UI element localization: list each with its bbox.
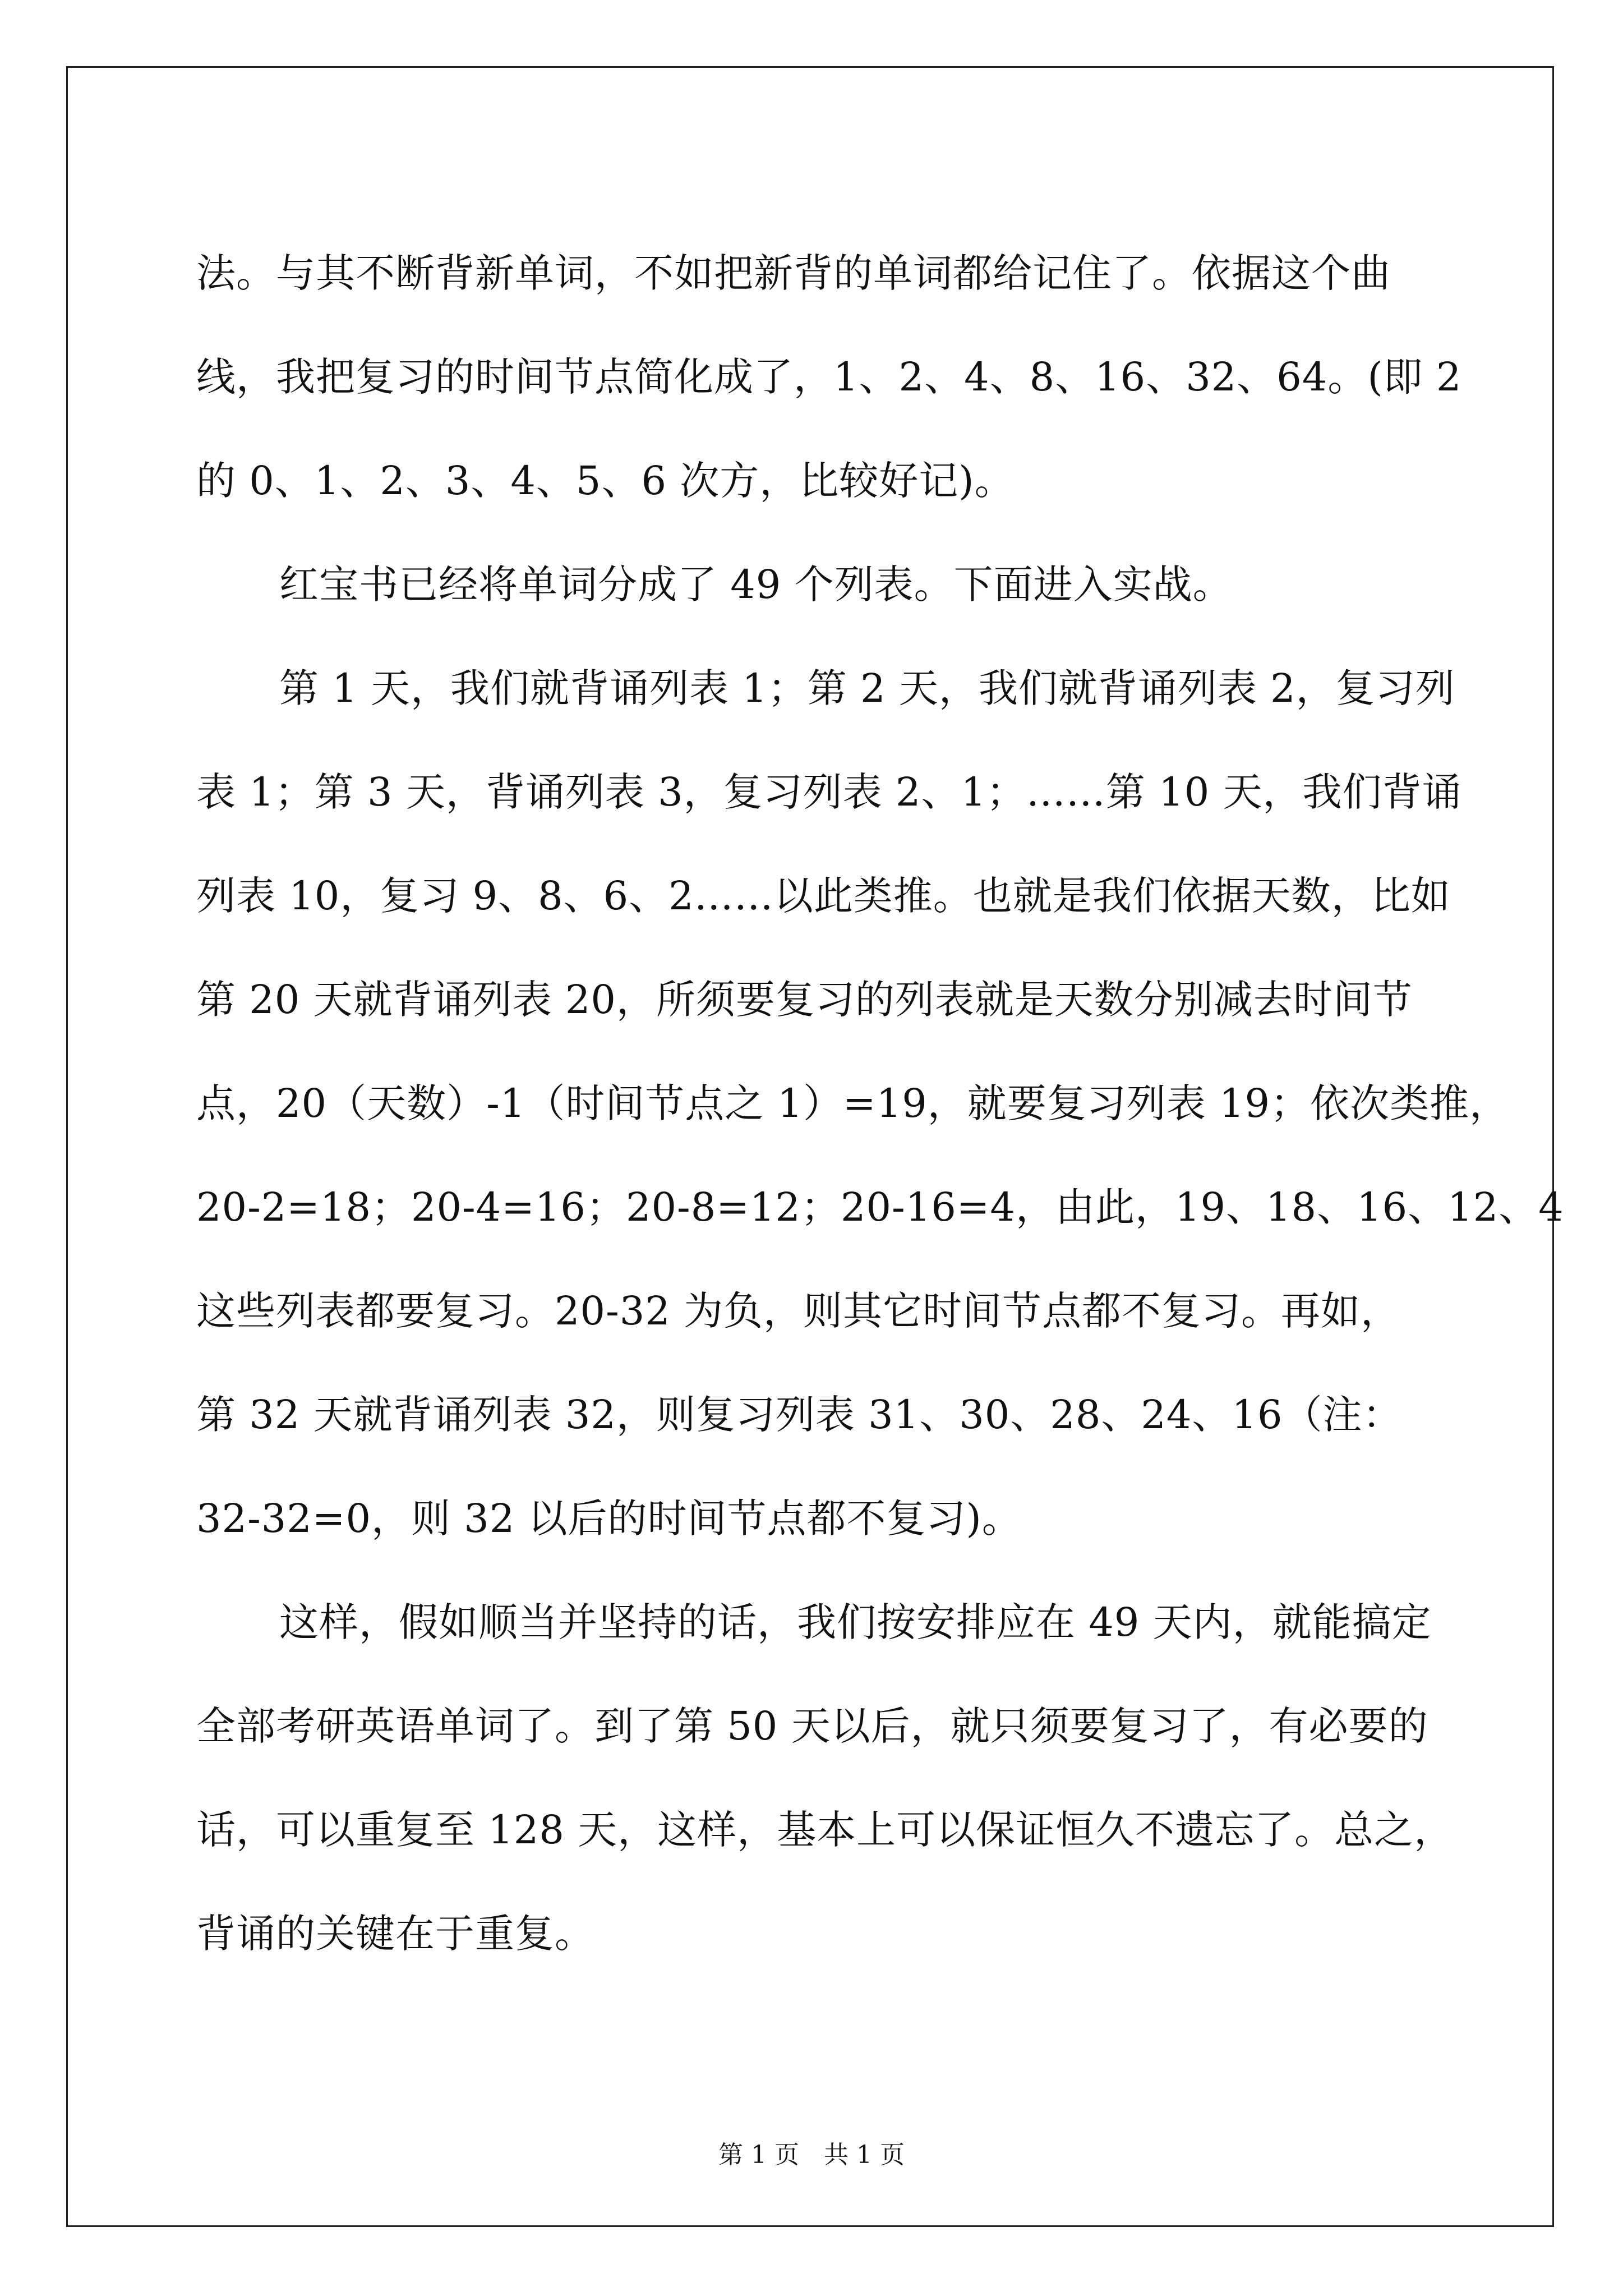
paragraph-line: 第 32 天就背诵列表 32，则复习列表 31、30、28、24、16（注： — [196, 1392, 1403, 1438]
paragraph-line: 第 20 天就背诵列表 20，所须要复习的列表就是天数分别减去时间节 — [196, 977, 1413, 1023]
paragraph-line: 点，20（天数）-1（时间节点之 1）=19，就要复习列表 19；依次类推， — [196, 1080, 1510, 1126]
paragraph-line: 20-2=18；20-4=16；20-8=12；20-16=4，由此，19、18、16、12、4 — [196, 1184, 1564, 1230]
paragraph-line: 列表 10，复习 9、8、6、2……以此类推。也就是我们依据天数，比如 — [196, 873, 1451, 919]
paragraph-line: 这些列表都要复习。20-32 为负，则其它时间节点都不复习。再如， — [196, 1288, 1401, 1334]
paragraph-line: 的 0、1、2、3、4、5、6 次方，比较好记)。 — [196, 458, 1015, 504]
paragraph-line: 全部考研英语单词了。到了第 50 天以后，就只须要复习了，有必要的 — [196, 1703, 1428, 1749]
paragraph-line: 线，我把复习的时间节点简化成了，1、2、4、8、16、32、64。(即 2 — [196, 354, 1462, 400]
paragraph-line: 红宝书已经将单词分成了 49 个列表。下面进入实战。 — [279, 562, 1233, 608]
paragraph-line: 这样，假如顺当并坚持的话，我们按安排应在 49 天内，就能搞定 — [279, 1599, 1432, 1645]
paragraph-line: 表 1；第 3 天，背诵列表 3，复习列表 2、1；……第 10 天，我们背诵 — [196, 769, 1462, 815]
page-number-footer: 第 1 页 共 1 页 — [718, 2141, 905, 2169]
paragraph-line: 话，可以重复至 128 天，这样，基本上可以保证恒久不遗忘了。总之， — [196, 1807, 1454, 1853]
paragraph-line: 法。与其不断背新单词，不如把新背的单词都给记住了。依据这个曲 — [196, 250, 1391, 296]
paragraph-line: 背诵的关键在于重复。 — [196, 1911, 594, 1957]
paragraph-line: 32-32=0，则 32 以后的时间节点都不复习)。 — [196, 1496, 1022, 1542]
paragraph-line: 第 1 天，我们就背诵列表 1；第 2 天，我们就背诵列表 2，复习列 — [279, 665, 1455, 711]
document-body — [196, 222, 1564, 1986]
